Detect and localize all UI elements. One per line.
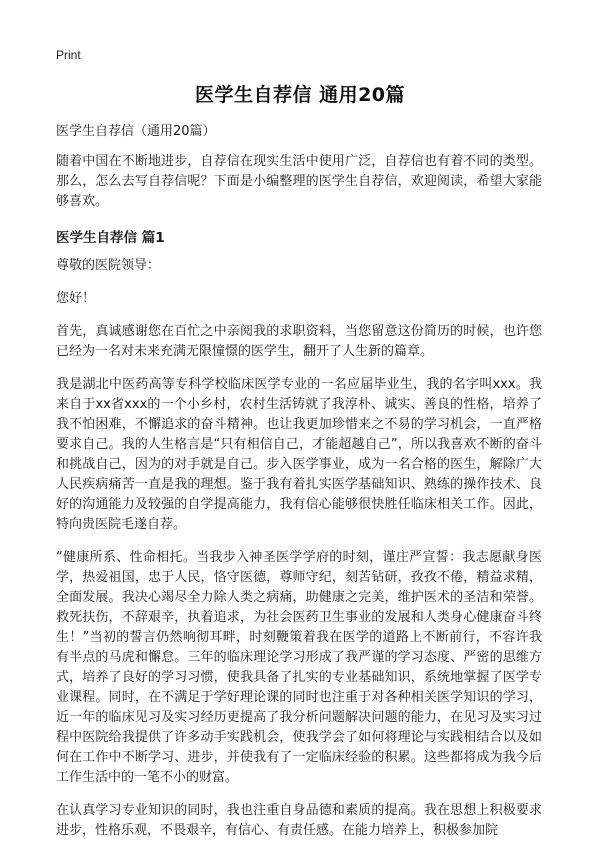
section-heading: 医学生自荐信 篇1	[56, 230, 165, 246]
body-paragraph: 在认真学习专业知识的同时，我也注重自身品德和素质的提高。我在思想上积极要求进步，性格乐观，不畏艰辛，有信心、有责任感。在能力培养上，积极参加院	[56, 803, 542, 838]
print-link[interactable]: Print	[56, 48, 81, 62]
document-subtitle: 医学生自荐信（通用20篇）	[56, 124, 216, 139]
body-paragraph: 首先，真诚感谢您在百忙之中亲阅我的求职资料，当您留意这份简历的时候，也许您已经为一名对未来充满无限憧憬的医学生，翻开了人生新的篇章。	[56, 324, 542, 359]
document-body	[56, 120, 542, 854]
salutation: 尊敬的医院领导：	[56, 258, 161, 273]
intro-paragraph: 随着中国在不断地进步，自荐信在现实生活中使用广泛，自荐信也有着不同的类型。那么，怎么去写自荐信呢？下面是小编整理的医学生自荐信，欢迎阅读，希望大家能够喜欢。	[56, 154, 542, 209]
body-paragraph: 我是湖北中医药高等专科学校临床医学专业的一名应届毕业生，我的名字叫xxx。我来自于xx省xxx的一个小乡村，农村生活铸就了我淳朴、诚实、善良的性格，培养了我不怕困难，不懈追求的奋斗精神。也让我更加珍惜来之不易的学习机会，一直严格要求自己。我的人生格言是“只有相信自己，才能超越自己”，所以我喜欢不断的奋斗和挑战自己，因为的对手就是自己。步入医学事业，成为一名合格的医生，解除广大人民疾病痛苦一直是我的理想。鉴于我有着扎实医学基础知识、熟练的操作技术、良好的沟通能力及较强的自学提高能力，我有信心能够很快胜任临床相关工作。因此，特向贵医院毛遂自荐。	[56, 377, 542, 532]
page-title: 医学生自荐信 通用20篇	[194, 84, 406, 106]
greeting: 您好！	[56, 291, 96, 306]
body-paragraph: “健康所系、性命相托。当我步入神圣医学学府的时刻，谨庄严宣誓：我志愿献身医学，热爱祖国，忠于人民，恪守医德，尊师守纪，刻苦钻研，孜孜不倦，精益求精，全面发展。我决心竭尽全力除人类之病痛，助健康之完美，维护医术的圣洁和荣誉。救死扶伤，不辞艰辛，执着追求，为社会医药卫生事业的发展和人类身心健康奋斗终生！”当初的誓言仍然响彻耳畔，时刻鞭策着我在医学的道路上不断前行，不容许我有半点的马虎和懈怠。三年的临床理论学习形成了我严谨的学习态度、严密的思维方式，培养了良好的学习习惯，使我具备了扎实的专业基础知识，系统地掌握了医学专业课程。同时，在不满足于学好理论课的同时也注重于对各种相关医学知识的学习，近一年的临床见习及实习经历更提高了我分析问题解决问题的能力，在见习及实习过程中医院给我提供了许多动手实践机会，使我学会了如何将理论与实践相结合以及如何在工作中不断学习、进步，并使我有了一定临床经验的积累。这些都将成为我今后工作生活中的一笔不小的财富。	[56, 550, 542, 785]
